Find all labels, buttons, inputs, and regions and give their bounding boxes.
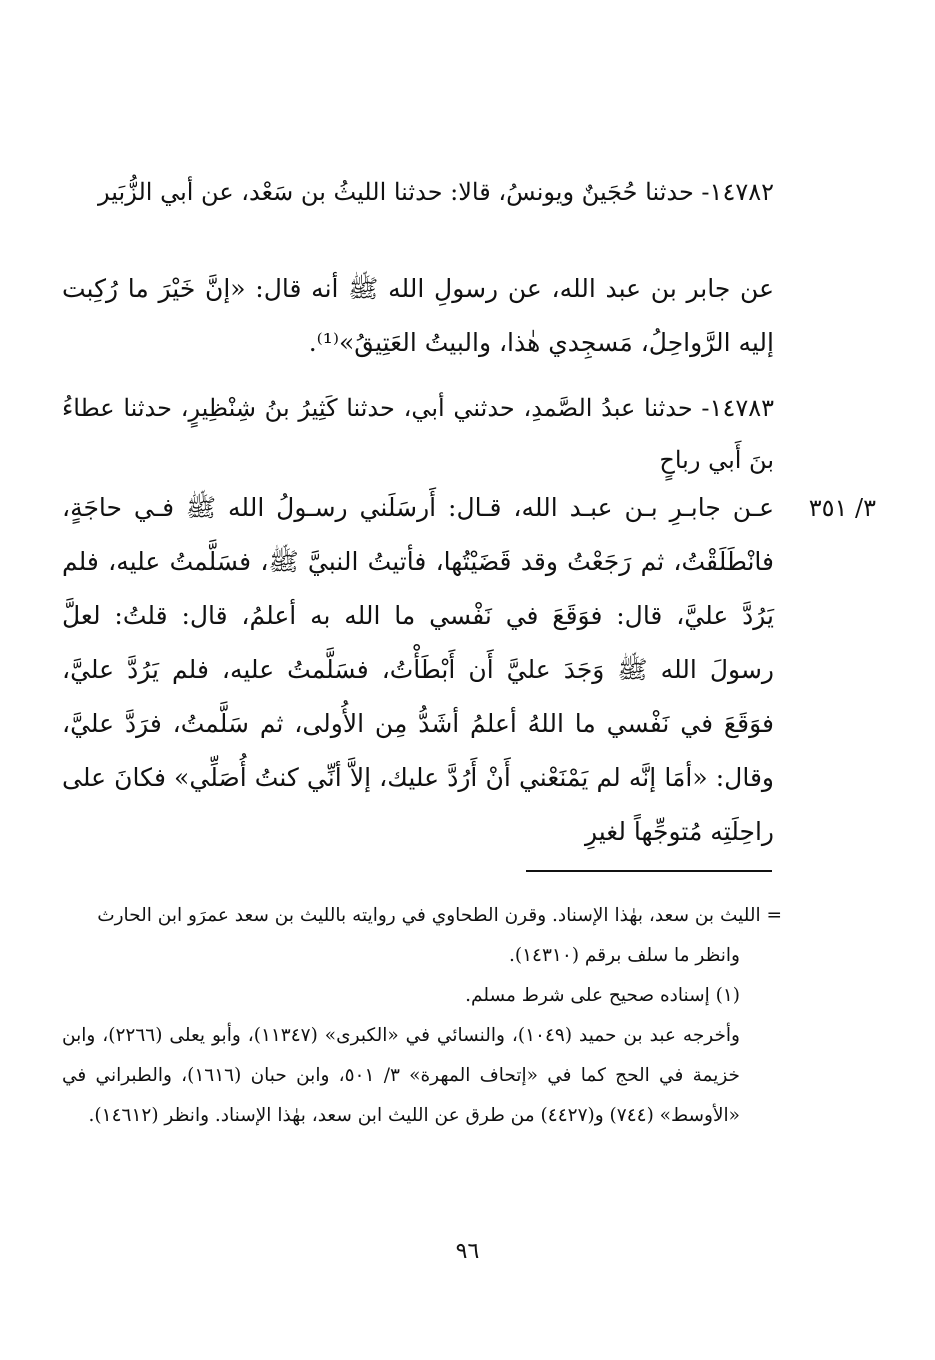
hadith-14782-isnad: ١٤٧٨٢- حدثنا حُجَينٌ ويونسُ، قالا: حدثنا الليثُ بن سَعْد، عن أبي الزُّبَير [98,178,774,206]
hadith-14782-matn: عن جابر بن عبد الله، عن رسولِ الله ﷺ أنه قال: «إنَّ خَيْرَ ما رُكِبت إليه الرَّواحِلُ، مَسجِدي هٰذا، والبيتُ العَتِيقُ»⁽¹⁾. [62,274,774,357]
hadith-14783-isnad: ١٤٧٨٣- حدثنا عبدُ الصَّمدِ، حدثني أبي، حدثنا كَثِيرُ بنُ شِنْظِيرٍ، حدثنا عطاءُ بنَ أَبي رباحٍ [62,394,774,474]
page-number: ٩٦ [455,1239,480,1264]
footnote-takhrij: وأخرجه عبد بن حميد (١٠٤٩)، والنسائي في «الكبرى» (١١٣٤٧)، وأبو يعلى (٢٢٦٦)، وابن خزيمة في الحج كما في «إتحاف المهرة» ٣/ ٥٠١، وابن حبان (١٦١٦)، والطبراني في «الأوسط» (٧٤٤) و(٤٤٢٧) من طرق عن الليث ابن سعد، بهٰذا الإسناد. وانظر (١٤٦١٢). [62,1025,740,1126]
footnote-1: (١) إسناده صحيح على شرط مسلم. [465,985,740,1006]
footnote-continuation: = الليث بن سعد، بهٰذا الإسناد. وقرن الطحاوي في روايته بالليث بن سعد عمرَو ابن الحارث [97,905,782,926]
footnotes [62,896,782,1136]
margin-reference: ٣/ ٣٥١ [808,494,876,522]
footnote-separator [526,870,772,872]
hadith-14783-matn: عـن جابـرِ بـن عبـد الله، قـال: أَرسَلَني رسـولُ الله ﷺ فـي حاجَةٍ، فانْطَلَقْتُ، ثم رَجَعْتُ وقد قَضَيْتُها، فأتيتُ النبيَّ ﷺ، فسَلَّمتُ عليه، فلم يَرُدَّ عليَّ، قال: فوَقَعَ في نَفْسي ما الله به أعلمُ، قال: قلتُ: لعلَّ رسولَ الله ﷺ وَجَدَ عليَّ أَن أَبْطَأْتُ، فسَلَّمتُ عليه، فلم يَرُدَّ عليَّ، فوَقَعَ في نَفْسي ما اللهُ أعلمُ أشَدُّ مِن الأُولى، ثم سَلَّمتُ، فرَدَّ عليَّ، وقال: «أمَا إنَّه لم يَمْنَعْني أَنْ أَرُدَّ عليك، إلاَّ أنِّي كنتُ أُصَلِّي» فكانَ على راحِلَتِه مُتوجِّهاً لغيرِ [62,493,775,846]
footnote-see-also: وانظر ما سلف برقم (١٤٣١٠). [509,945,740,966]
